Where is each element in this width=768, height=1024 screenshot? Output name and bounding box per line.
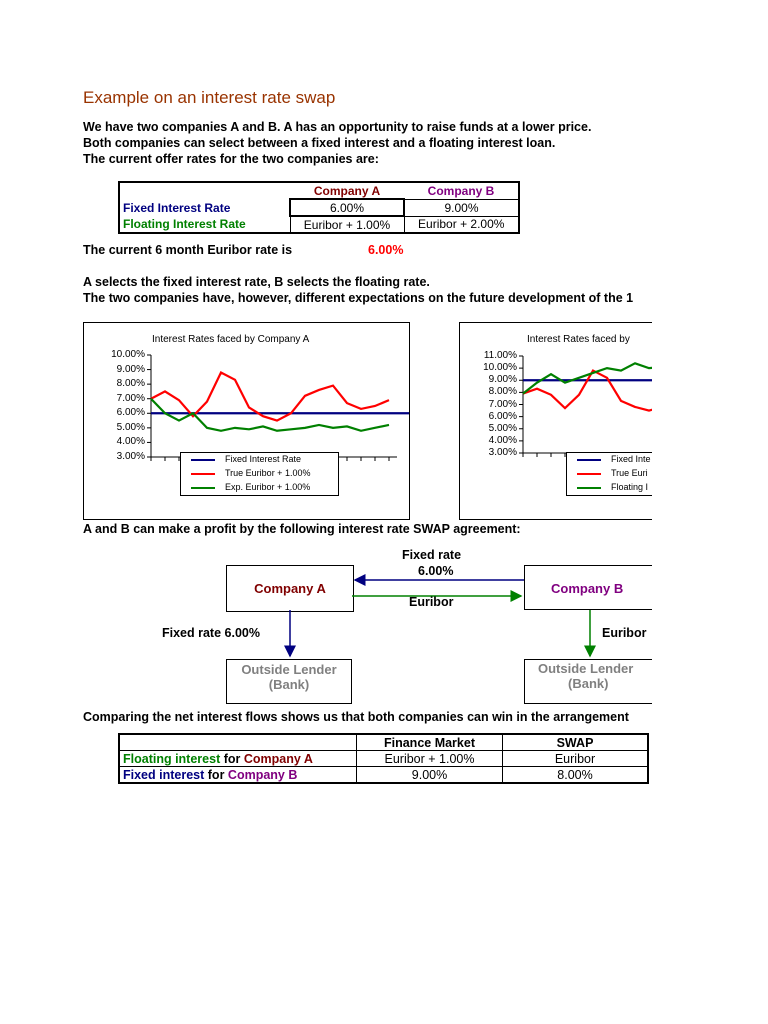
- header-company-a: Company A: [313, 183, 381, 198]
- y-tick-label: 6.00%: [488, 410, 517, 422]
- y-tick-label: 8.00%: [488, 386, 517, 398]
- a-to-lender-label: Fixed rate 6.00%: [162, 626, 260, 640]
- compare-b-market: 9.00%: [357, 767, 503, 784]
- b-to-lender-label: Euribor: [602, 626, 647, 640]
- header-company-b: Company B: [427, 183, 495, 198]
- lender-box-a: [226, 659, 352, 704]
- fixed-rate-a: 6.00%: [290, 199, 404, 216]
- y-tick-label: 10.00%: [483, 362, 517, 374]
- intro-line-1: We have two companies A and B. A has an opportunity to raise funds at a lower price.: [83, 120, 592, 134]
- legend-label: Exp. Euribor + 1.00%: [225, 482, 311, 492]
- swap-intro: A and B can make a profit by the following interest rate SWAP agreement:: [83, 522, 521, 536]
- intro-line-3: The current offer rates for the two companies are:: [83, 152, 379, 166]
- company-a-box: Company A: [226, 565, 354, 612]
- comparison-table: [118, 733, 649, 784]
- header-finance-market: Finance Market: [357, 734, 503, 751]
- chart-a-title: Interest Rates faced by Company A: [152, 334, 310, 345]
- legend-label: True Euribor + 1.00%: [225, 468, 311, 478]
- floating-rate-label: Floating Interest Rate: [123, 217, 246, 231]
- y-tick-label: 7.00%: [488, 398, 517, 410]
- fixed-rate-b: 9.00%: [404, 199, 519, 216]
- compare-table-header: [119, 734, 648, 751]
- y-tick-label: 5.00%: [488, 422, 517, 434]
- lender-b-line1: Outside Lender: [538, 661, 634, 676]
- fixed-rate-arrow-value: 6.00%: [418, 564, 454, 578]
- comparison-text: Comparing the net interest flows shows us that both companies can win in the arrangement: [83, 710, 629, 724]
- compare-b-label: Fixed interest for Company B: [123, 767, 298, 782]
- y-tick-label: 8.00%: [116, 378, 145, 390]
- compare-a-label: Floating interest for Company A: [123, 751, 313, 766]
- compare-row-b: [119, 767, 648, 784]
- legend-label: True Euri: [611, 468, 648, 478]
- y-tick-label: 10.00%: [111, 349, 145, 360]
- lender-b-line2: (Bank): [568, 676, 609, 691]
- y-tick-label: 4.00%: [488, 434, 517, 446]
- y-tick-label: 9.00%: [488, 374, 517, 386]
- intro-line-2: Both companies can select between a fixed interest and a floating interest loan.: [83, 136, 556, 150]
- fixed-rate-label: Fixed Interest Rate: [123, 200, 231, 215]
- compare-a-market: Euribor + 1.00%: [357, 751, 503, 767]
- y-tick-label: 11.00%: [483, 350, 517, 361]
- compare-row-a: [119, 751, 648, 767]
- selection-line-2: The two companies have, however, different expectations on the future development of the 1: [83, 291, 634, 305]
- euribor-line-label: The current 6 month Euribor rate is: [83, 243, 293, 257]
- compare-b-swap: 8.00%: [503, 767, 649, 784]
- lender-box-b: [524, 659, 652, 704]
- page-title: Example on an interest rate swap: [83, 88, 336, 107]
- compare-a-swap: Euribor: [503, 751, 649, 767]
- legend-label: Fixed Inte: [611, 454, 651, 464]
- lender-a-line2: (Bank): [268, 677, 310, 692]
- y-tick-label: 3.00%: [116, 451, 145, 462]
- floating-rate-a: Euribor + 1.00%: [290, 216, 404, 233]
- y-tick-label: 4.00%: [116, 436, 145, 448]
- fixed-rate-arrow-label: Fixed rate: [402, 548, 462, 562]
- selection-line-1: A selects the fixed interest rate, B selects the floating rate.: [83, 275, 430, 289]
- y-tick-label: 5.00%: [116, 421, 145, 433]
- company-b-box: Company B: [524, 565, 652, 610]
- chart-b-title: Interest Rates faced by: [527, 334, 630, 345]
- legend-label: Floating I: [611, 482, 649, 492]
- y-tick-label: 6.00%: [116, 407, 145, 419]
- header-swap: SWAP: [503, 734, 649, 751]
- floating-rate-b: Euribor + 2.00%: [404, 216, 519, 233]
- y-tick-label: 9.00%: [116, 363, 145, 375]
- y-tick-label: 3.00%: [488, 447, 517, 458]
- legend-label: Fixed Interest Rate: [225, 454, 302, 464]
- lender-a-line1: Outside Lender: [241, 662, 337, 677]
- euribor-arrow-label: Euribor: [409, 595, 454, 609]
- euribor-line-value: 6.00%: [368, 243, 404, 257]
- y-tick-label: 7.00%: [116, 392, 145, 404]
